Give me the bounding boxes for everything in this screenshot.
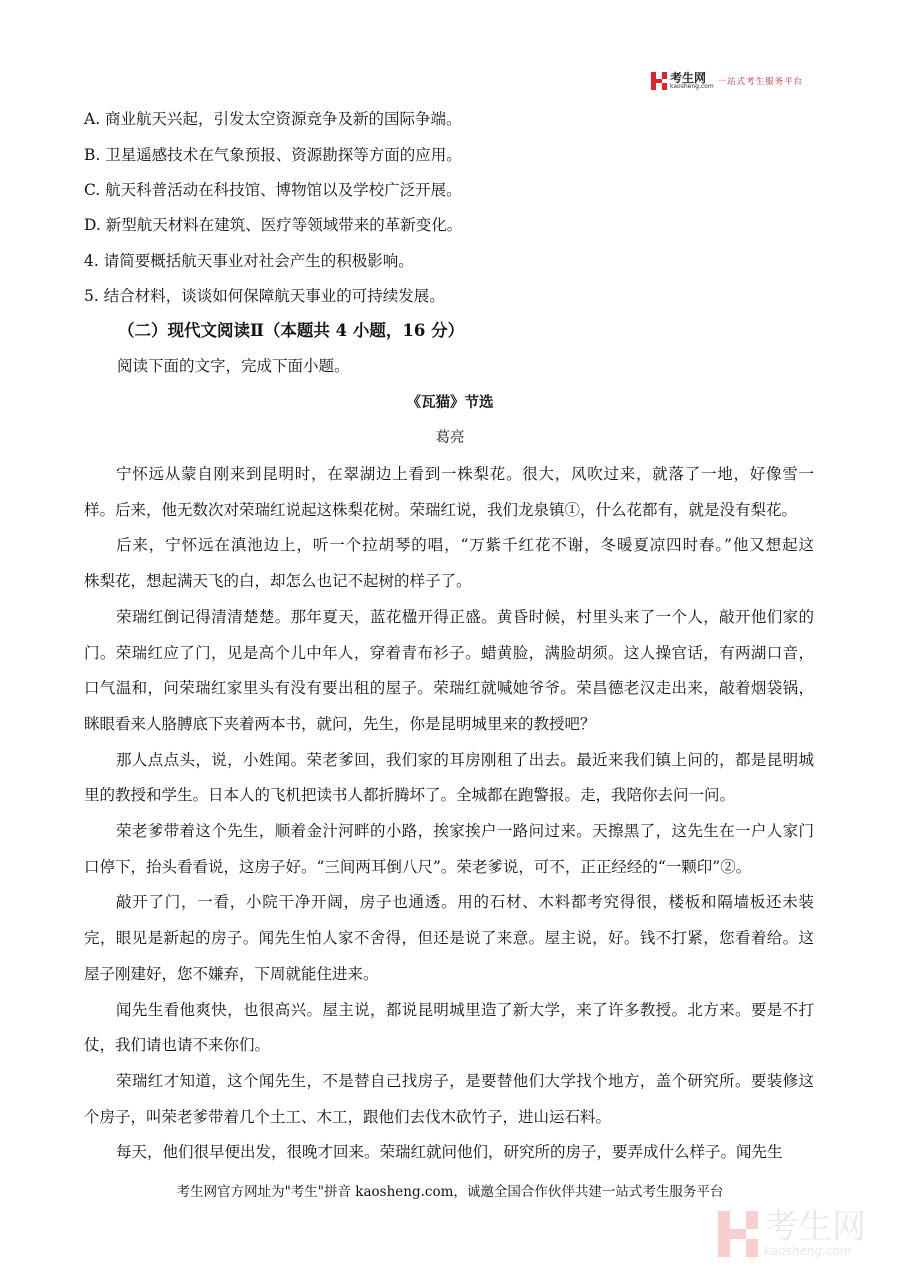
logo-url: kaosheng.com bbox=[670, 83, 714, 90]
option-a: A. 商业航天兴起，引发太空资源竞争及新的国际争端。 bbox=[84, 110, 462, 128]
instruction: 阅读下面的文字，完成下面小题。 bbox=[117, 357, 350, 375]
paragraph-line: 宁怀远从蒙自刚来到昆明时，在翠湖边上看到一株梨花。很大，风吹过来，就落了一地，好像雪一 bbox=[116, 465, 814, 483]
paragraph-line: 闻先生看他爽快，也很高兴。屋主说，都说昆明城里造了新大学，来了许多教授。北方来。要是不打 bbox=[116, 1000, 814, 1019]
question-4: 4. 请简要概括航天事业对社会产生的积极影响。 bbox=[84, 252, 414, 270]
paragraph-line: 完，眼见是新起的房子。闻先生怕人家不舍得，但还是说了来意。屋主说，好。钱不打紧，您看着给。这 bbox=[84, 929, 814, 948]
watermark bbox=[718, 1207, 866, 1258]
paragraph-line: 敲开了门，一看，小院干净开阔，房子也通透。用的石材、木料都考究得很，楼板和隔墙板还未装 bbox=[116, 893, 814, 912]
question-5: 5. 结合材料，谈谈如何保障航天事业的可持续发展。 bbox=[84, 287, 445, 305]
article-author: 葛亮 bbox=[435, 430, 465, 446]
paragraph-line: 后来，宁怀远在滇池边上，听一个拉胡琴的唱，“万紫千红花不谢，冬暖夏凉四时春。”他又想起这 bbox=[116, 536, 814, 555]
option-d: D. 新型航天材料在建筑、医疗等领域带来的革新变化。 bbox=[84, 216, 463, 234]
paragraph-line: 样。后来，他无数次对荣瑞红说起这株梨花树。荣瑞红说，我们龙泉镇①，什么花都有，就是没有梨花。 bbox=[84, 500, 798, 519]
paragraph-line: 仗，我们请也请不来你们。 bbox=[84, 1036, 271, 1055]
article-title: 《瓦猫》节选 bbox=[406, 394, 494, 411]
paragraph-line: 每天，他们很早便出发，很晚才回来。荣瑞红就问他们，研究所的房子，要弄成什么样子。闻先生 bbox=[116, 1143, 783, 1162]
page-footer: 考生网官方网址为"考生"拼音 kaosheng.com，诚邀全国合作伙伴共建一站式考生服务平台 bbox=[176, 1184, 724, 1200]
paragraph-line: 门。荣瑞红应了门，见是高个儿中年人，穿着青布衫子。蜡黄脸，满脸胡须。这人操官话，有两湖口音， bbox=[84, 643, 814, 662]
paragraph-line: 株梨花，想起满天飞的白，却怎么也记不起树的样子了。 bbox=[84, 572, 472, 591]
paragraph-line: 那人点点头，说，小姓闻。荣老爹回，我们家的耳房刚租了出去。最近来我们镇上问的，都是昆明城 bbox=[116, 750, 814, 769]
paragraph-line: 荣瑞红才知道，这个闻先生，不是替自己找房子，是要替他们大学找个地方，盖个研究所。要装修这 bbox=[116, 1071, 814, 1090]
option-c: C. 航天科普活动在科技馆、博物馆以及学校广泛开展。 bbox=[84, 181, 462, 199]
paragraph-line: 口停下，抬头看看说，这房子好。“三间两耳倒八尺”。荣老爹说，可不，正正经经的“一颗印”②。 bbox=[84, 857, 752, 876]
logo-slogan: 一站式考生服务平台 bbox=[717, 77, 804, 87]
logo-icon bbox=[651, 72, 667, 90]
paragraph-line: 荣瑞红倒记得清清楚楚。那年夏天，蓝花楹开得正盛。黄昏时候，村里头来了一个人，敲开他们家的 bbox=[116, 607, 814, 626]
watermark-logo-icon bbox=[718, 1211, 758, 1257]
paragraph-line: 眯眼看来人胳膊底下夹着两本书，就问，先生，你是昆明城里来的教授吧？ bbox=[84, 714, 596, 733]
section-title: （二）现代文阅读Ⅱ（本题共 4 小题，16 分） bbox=[118, 321, 465, 340]
logo-brand-name: 考生网 bbox=[670, 71, 707, 85]
option-b: B. 卫星遥感技术在气象预报、资源勘探等方面的应用。 bbox=[84, 146, 462, 164]
header-logo bbox=[651, 72, 803, 90]
watermark-text: 考生网 bbox=[764, 1207, 866, 1247]
paragraph-line: 屋子刚建好，您不嫌弃，下周就能住进来。 bbox=[84, 964, 379, 983]
paragraph-line: 荣老爹带着这个先生，顺着金汁河畔的小路，挨家挨户一路问过来。天擦黑了，这先生在一户人家门 bbox=[116, 822, 814, 840]
paragraph-line: 口气温和，问荣瑞红家里头有没有要出租的屋子。荣瑞红就喊她爷爷。荣昌德老汉走出来，敲着烟袋锅， bbox=[84, 679, 814, 698]
paragraph-line: 个房子，叫荣老爹带着几个土工、木工，跟他们去伐木砍竹子，进山运石料。 bbox=[84, 1107, 612, 1126]
paragraph-line: 里的教授和学生。日本人的飞机把读书人都折腾坏了。全城都在跑警报。走，我陪你去问一问。 bbox=[84, 786, 736, 805]
watermark-url: kaosheng.com bbox=[764, 1244, 852, 1258]
